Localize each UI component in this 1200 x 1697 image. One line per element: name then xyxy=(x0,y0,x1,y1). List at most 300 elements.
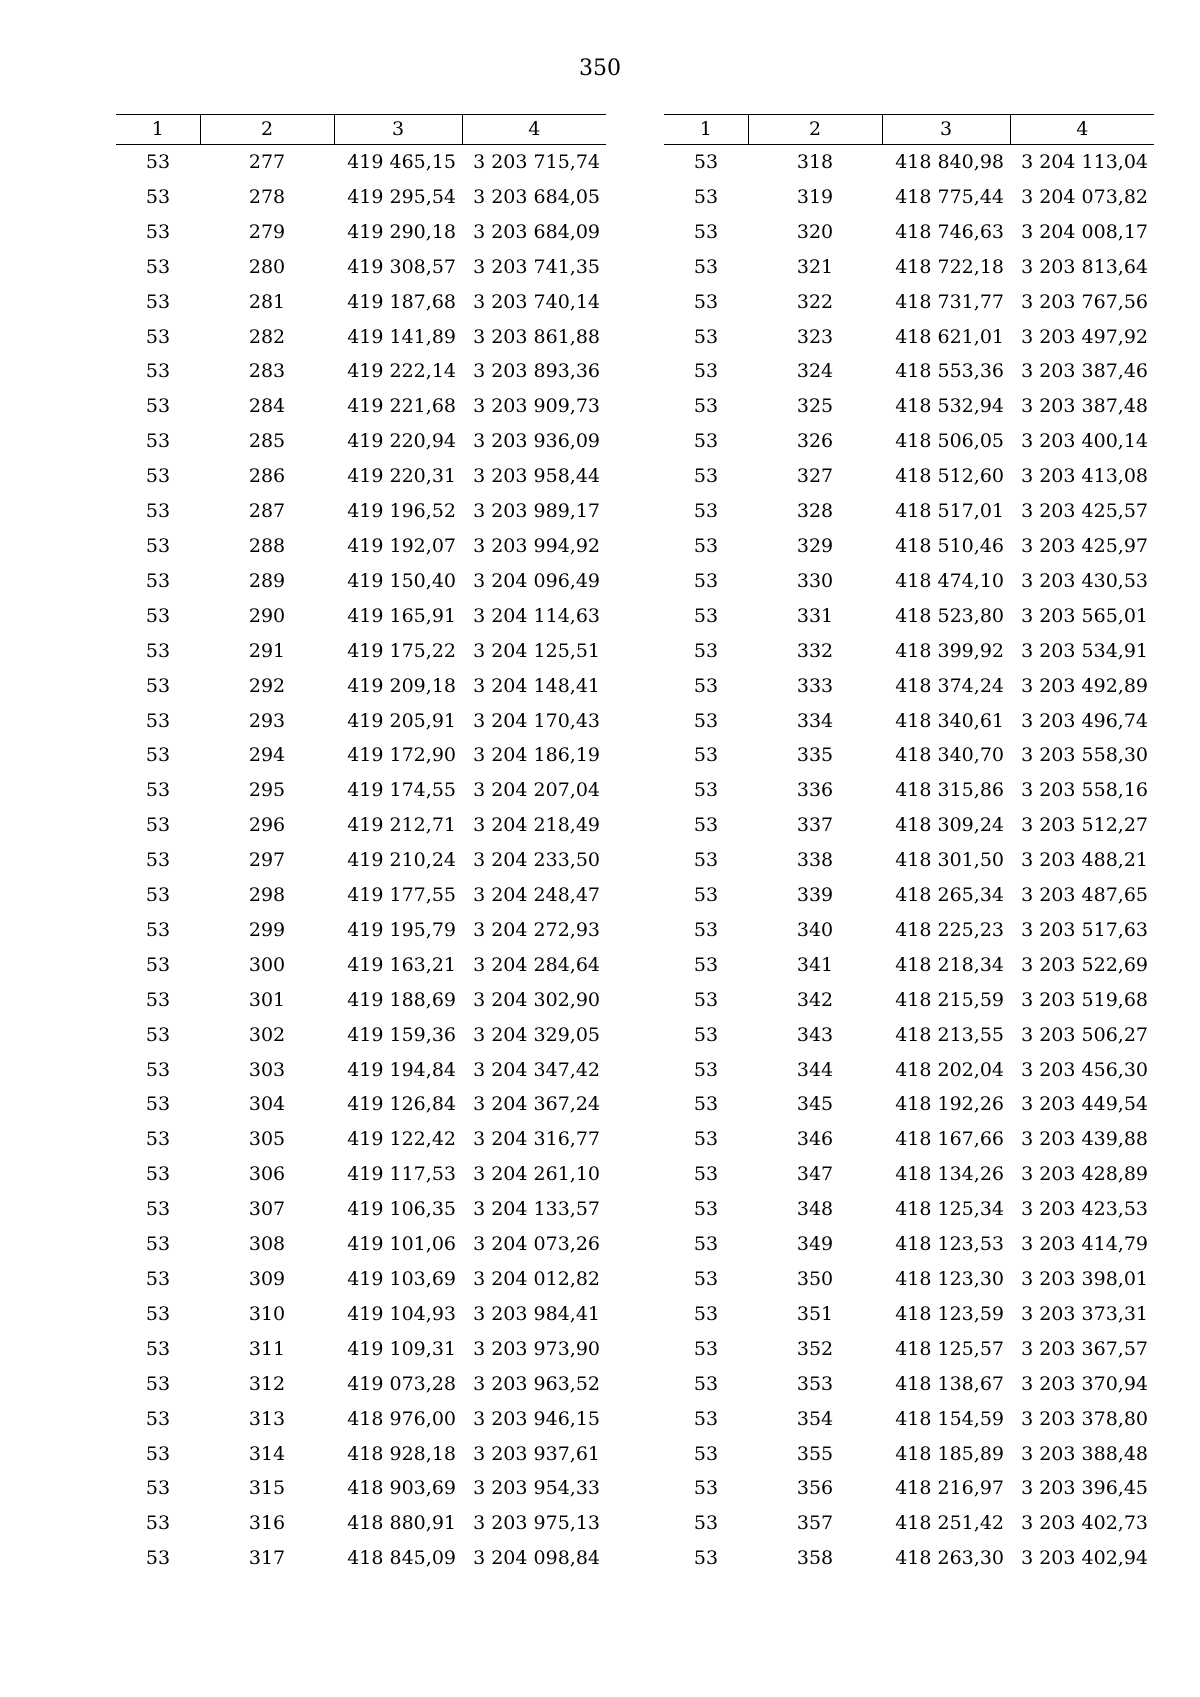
cell-x-coordinate: 418 154,59 xyxy=(895,1407,1004,1430)
cell-group: 53 xyxy=(145,255,171,278)
cell-x-coordinate: 419 150,40 xyxy=(347,569,456,592)
table-row xyxy=(116,1506,606,1541)
table-row xyxy=(664,599,1154,634)
cell-group: 53 xyxy=(145,1302,171,1325)
cell-x-coordinate: 418 621,01 xyxy=(895,325,1004,348)
cell-x-coordinate: 418 309,24 xyxy=(895,814,1004,837)
cell-group: 53 xyxy=(693,1093,719,1116)
cell-x-coordinate: 418 123,53 xyxy=(895,1233,1004,1256)
table-row xyxy=(116,948,606,983)
table-row xyxy=(664,773,1154,808)
table-row xyxy=(116,983,606,1018)
table-row xyxy=(664,320,1154,355)
cell-x-coordinate: 418 134,26 xyxy=(895,1163,1004,1186)
cell-y-coordinate: 3 204 186,19 xyxy=(473,744,600,767)
cell-y-coordinate: 3 203 684,09 xyxy=(473,220,600,243)
cell-point-number: 286 xyxy=(248,465,286,488)
cell-y-coordinate: 3 203 558,16 xyxy=(1021,779,1148,802)
cell-y-coordinate: 3 204 367,24 xyxy=(473,1093,600,1116)
cell-y-coordinate: 3 203 456,30 xyxy=(1021,1058,1148,1081)
cell-point-number: 303 xyxy=(248,1058,286,1081)
cell-x-coordinate: 418 374,24 xyxy=(895,674,1004,697)
cell-point-number: 304 xyxy=(248,1093,286,1116)
cell-x-coordinate: 419 192,07 xyxy=(347,534,456,557)
cell-y-coordinate: 3 203 400,14 xyxy=(1021,430,1148,453)
cell-group: 53 xyxy=(693,1128,719,1151)
cell-group: 53 xyxy=(693,395,719,418)
cell-y-coordinate: 3 204 114,63 xyxy=(473,604,600,627)
cell-point-number: 352 xyxy=(796,1337,834,1360)
cell-point-number: 280 xyxy=(248,255,286,278)
cell-group: 53 xyxy=(145,290,171,313)
cell-point-number: 279 xyxy=(248,220,286,243)
cell-x-coordinate: 418 517,01 xyxy=(895,500,1004,523)
cell-x-coordinate: 418 123,30 xyxy=(895,1268,1004,1290)
table-body-left xyxy=(116,145,606,1577)
table-row xyxy=(116,389,606,424)
cell-point-number: 293 xyxy=(248,709,286,732)
table-row xyxy=(664,1402,1154,1437)
table-row xyxy=(664,1332,1154,1367)
cell-x-coordinate: 419 106,35 xyxy=(347,1198,456,1221)
cell-y-coordinate: 3 203 975,13 xyxy=(473,1512,600,1535)
cell-point-number: 338 xyxy=(796,849,834,872)
cell-x-coordinate: 418 532,94 xyxy=(895,395,1004,418)
cell-point-number: 351 xyxy=(796,1302,834,1325)
cell-group: 53 xyxy=(145,918,171,941)
cell-y-coordinate: 3 203 398,01 xyxy=(1021,1268,1148,1290)
cell-x-coordinate: 419 209,18 xyxy=(347,674,456,697)
cell-group: 53 xyxy=(145,1337,171,1360)
cell-y-coordinate: 3 203 425,57 xyxy=(1021,500,1148,523)
table-row xyxy=(664,1122,1154,1157)
cell-y-coordinate: 3 203 740,14 xyxy=(473,290,600,313)
cell-x-coordinate: 418 512,60 xyxy=(895,465,1004,488)
cell-point-number: 330 xyxy=(796,569,834,592)
cell-group: 53 xyxy=(145,151,171,173)
table-row xyxy=(116,738,606,773)
column-header-4: 4 xyxy=(1010,115,1154,145)
cell-point-number: 294 xyxy=(248,744,286,767)
table-row xyxy=(116,1122,606,1157)
cell-group: 53 xyxy=(145,604,171,627)
table-row xyxy=(116,1367,606,1402)
cell-y-coordinate: 3 203 994,92 xyxy=(473,534,600,557)
cell-point-number: 358 xyxy=(796,1547,834,1570)
table-row xyxy=(664,424,1154,459)
cell-y-coordinate: 3 203 430,53 xyxy=(1021,569,1148,592)
cell-y-coordinate: 3 204 272,93 xyxy=(473,918,600,941)
table-row xyxy=(116,1402,606,1437)
cell-y-coordinate: 3 204 133,57 xyxy=(473,1198,600,1221)
cell-y-coordinate: 3 203 425,97 xyxy=(1021,534,1148,557)
cell-x-coordinate: 418 185,89 xyxy=(895,1442,1004,1465)
cell-x-coordinate: 419 126,84 xyxy=(347,1093,456,1116)
table-row xyxy=(116,704,606,739)
cell-point-number: 315 xyxy=(248,1477,286,1500)
table-row xyxy=(664,878,1154,913)
cell-group: 53 xyxy=(145,500,171,523)
column-header-3: 3 xyxy=(334,115,462,145)
cell-group: 53 xyxy=(145,953,171,976)
cell-point-number: 297 xyxy=(248,849,286,872)
cell-point-number: 310 xyxy=(248,1302,286,1325)
cell-y-coordinate: 3 204 302,90 xyxy=(473,988,600,1011)
cell-group: 53 xyxy=(693,185,719,208)
cell-point-number: 353 xyxy=(796,1372,834,1395)
table-row xyxy=(664,913,1154,948)
table-row xyxy=(116,843,606,878)
cell-point-number: 282 xyxy=(248,325,286,348)
cell-group: 53 xyxy=(693,814,719,837)
table-row xyxy=(116,1437,606,1472)
cell-y-coordinate: 3 204 329,05 xyxy=(473,1023,600,1046)
cell-group: 53 xyxy=(145,1128,171,1151)
cell-y-coordinate: 3 204 170,43 xyxy=(473,709,600,732)
table-body-right xyxy=(664,145,1154,1577)
cell-point-number: 332 xyxy=(796,639,834,662)
cell-x-coordinate: 418 251,42 xyxy=(895,1512,1004,1535)
cell-point-number: 301 xyxy=(248,988,286,1011)
cell-x-coordinate: 419 187,68 xyxy=(347,290,456,313)
cell-point-number: 354 xyxy=(796,1407,834,1430)
cell-x-coordinate: 418 301,50 xyxy=(895,849,1004,872)
cell-group: 53 xyxy=(693,639,719,662)
cell-point-number: 345 xyxy=(796,1093,834,1116)
cell-y-coordinate: 3 203 387,46 xyxy=(1021,360,1148,383)
table-row xyxy=(664,1157,1154,1192)
cell-point-number: 350 xyxy=(796,1268,834,1290)
cell-x-coordinate: 419 290,18 xyxy=(347,220,456,243)
cell-group: 53 xyxy=(693,465,719,488)
cell-y-coordinate: 3 203 492,89 xyxy=(1021,674,1148,697)
cell-y-coordinate: 3 204 218,49 xyxy=(473,814,600,837)
cell-y-coordinate: 3 203 512,27 xyxy=(1021,814,1148,837)
table-row xyxy=(664,1053,1154,1088)
cell-y-coordinate: 3 203 963,52 xyxy=(473,1372,600,1395)
cell-group: 53 xyxy=(145,814,171,837)
cell-y-coordinate: 3 203 984,41 xyxy=(473,1302,600,1325)
cell-y-coordinate: 3 203 378,80 xyxy=(1021,1407,1148,1430)
table-row xyxy=(116,1262,606,1297)
cell-group: 53 xyxy=(145,639,171,662)
cell-x-coordinate: 419 210,24 xyxy=(347,849,456,872)
table-row xyxy=(664,808,1154,843)
cell-y-coordinate: 3 203 488,21 xyxy=(1021,849,1148,872)
cell-group: 53 xyxy=(693,534,719,557)
table-row xyxy=(116,1018,606,1053)
cell-group: 53 xyxy=(693,1547,719,1570)
cell-x-coordinate: 419 174,55 xyxy=(347,779,456,802)
cell-group: 53 xyxy=(145,1407,171,1430)
cell-group: 53 xyxy=(693,1058,719,1081)
table-row xyxy=(116,250,606,285)
cell-point-number: 313 xyxy=(248,1407,286,1430)
cell-point-number: 319 xyxy=(796,185,834,208)
cell-y-coordinate: 3 204 098,84 xyxy=(473,1547,600,1570)
cell-group: 53 xyxy=(145,1163,171,1186)
cell-point-number: 292 xyxy=(248,674,286,697)
coordinates-table-right xyxy=(664,114,1154,1576)
cell-x-coordinate: 418 125,57 xyxy=(895,1337,1004,1360)
table-row xyxy=(664,669,1154,704)
coordinates-table-left xyxy=(116,114,606,1576)
cell-point-number: 341 xyxy=(796,953,834,976)
cell-group: 53 xyxy=(693,709,719,732)
cell-group: 53 xyxy=(145,1198,171,1221)
cell-point-number: 343 xyxy=(796,1023,834,1046)
cell-y-coordinate: 3 203 396,45 xyxy=(1021,1477,1148,1500)
cell-point-number: 329 xyxy=(796,534,834,557)
cell-y-coordinate: 3 203 946,15 xyxy=(473,1407,600,1430)
table-row xyxy=(664,459,1154,494)
cell-group: 53 xyxy=(145,884,171,907)
cell-group: 53 xyxy=(145,1268,171,1290)
cell-x-coordinate: 419 188,69 xyxy=(347,988,456,1011)
cell-y-coordinate: 3 203 414,79 xyxy=(1021,1233,1148,1256)
cell-group: 53 xyxy=(693,1023,719,1046)
cell-group: 53 xyxy=(693,1442,719,1465)
table-row xyxy=(664,564,1154,599)
cell-point-number: 299 xyxy=(248,918,286,941)
cell-x-coordinate: 418 202,04 xyxy=(895,1058,1004,1081)
table-row xyxy=(116,1541,606,1576)
cell-group: 53 xyxy=(693,988,719,1011)
cell-point-number: 290 xyxy=(248,604,286,627)
cell-group: 53 xyxy=(693,953,719,976)
cell-point-number: 347 xyxy=(796,1163,834,1186)
table-row xyxy=(664,180,1154,215)
cell-y-coordinate: 3 203 413,08 xyxy=(1021,465,1148,488)
cell-y-coordinate: 3 203 387,48 xyxy=(1021,395,1148,418)
cell-x-coordinate: 419 221,68 xyxy=(347,395,456,418)
cell-group: 53 xyxy=(145,1477,171,1500)
cell-y-coordinate: 3 203 388,48 xyxy=(1021,1442,1148,1465)
cell-point-number: 296 xyxy=(248,814,286,837)
table-row xyxy=(116,1471,606,1506)
cell-group: 53 xyxy=(693,1512,719,1535)
cell-y-coordinate: 3 204 261,10 xyxy=(473,1163,600,1186)
cell-group: 53 xyxy=(693,849,719,872)
cell-y-coordinate: 3 204 248,47 xyxy=(473,884,600,907)
cell-y-coordinate: 3 203 937,61 xyxy=(473,1442,600,1465)
cell-y-coordinate: 3 203 558,30 xyxy=(1021,744,1148,767)
cell-group: 53 xyxy=(145,220,171,243)
table-row xyxy=(664,215,1154,250)
cell-x-coordinate: 418 510,46 xyxy=(895,534,1004,557)
cell-y-coordinate: 3 203 909,73 xyxy=(473,395,600,418)
cell-x-coordinate: 419 073,28 xyxy=(347,1372,456,1395)
cell-y-coordinate: 3 203 423,53 xyxy=(1021,1198,1148,1221)
cell-point-number: 335 xyxy=(796,744,834,767)
cell-y-coordinate: 3 203 506,27 xyxy=(1021,1023,1148,1046)
table-row xyxy=(664,634,1154,669)
cell-y-coordinate: 3 203 813,64 xyxy=(1021,255,1148,278)
cell-y-coordinate: 3 204 096,49 xyxy=(473,569,600,592)
cell-point-number: 339 xyxy=(796,884,834,907)
cell-point-number: 317 xyxy=(248,1547,286,1570)
table-row xyxy=(664,1506,1154,1541)
cell-x-coordinate: 419 172,90 xyxy=(347,744,456,767)
cell-group: 53 xyxy=(145,360,171,383)
cell-x-coordinate: 418 215,59 xyxy=(895,988,1004,1011)
table-row xyxy=(116,424,606,459)
cell-point-number: 281 xyxy=(248,290,286,313)
cell-group: 53 xyxy=(145,1547,171,1570)
cell-y-coordinate: 3 203 767,56 xyxy=(1021,290,1148,313)
cell-x-coordinate: 419 165,91 xyxy=(347,604,456,627)
table-row xyxy=(116,669,606,704)
cell-x-coordinate: 418 225,23 xyxy=(895,918,1004,941)
cell-group: 53 xyxy=(145,1093,171,1116)
table-row xyxy=(116,145,606,180)
cell-y-coordinate: 3 203 487,65 xyxy=(1021,884,1148,907)
cell-x-coordinate: 418 216,97 xyxy=(895,1477,1004,1500)
cell-x-coordinate: 418 192,26 xyxy=(895,1093,1004,1116)
cell-group: 53 xyxy=(693,884,719,907)
cell-y-coordinate: 3 203 958,44 xyxy=(473,465,600,488)
cell-y-coordinate: 3 203 534,91 xyxy=(1021,639,1148,662)
cell-y-coordinate: 3 204 347,42 xyxy=(473,1058,600,1081)
cell-y-coordinate: 3 203 715,74 xyxy=(473,151,600,173)
table-row xyxy=(664,983,1154,1018)
table-row xyxy=(664,1018,1154,1053)
table-row xyxy=(116,1157,606,1192)
cell-x-coordinate: 418 167,66 xyxy=(895,1128,1004,1151)
cell-point-number: 325 xyxy=(796,395,834,418)
cell-x-coordinate: 419 220,94 xyxy=(347,430,456,453)
cell-x-coordinate: 419 163,21 xyxy=(347,953,456,976)
cell-group: 53 xyxy=(145,849,171,872)
cell-x-coordinate: 418 845,09 xyxy=(347,1547,456,1570)
table-row xyxy=(664,529,1154,564)
cell-point-number: 336 xyxy=(796,779,834,802)
table-row xyxy=(664,1541,1154,1576)
cell-x-coordinate: 419 103,69 xyxy=(347,1268,456,1290)
cell-y-coordinate: 3 203 517,63 xyxy=(1021,918,1148,941)
cell-point-number: 326 xyxy=(796,430,834,453)
cell-y-coordinate: 3 203 367,57 xyxy=(1021,1337,1148,1360)
cell-point-number: 278 xyxy=(248,185,286,208)
cell-y-coordinate: 3 203 519,68 xyxy=(1021,988,1148,1011)
cell-y-coordinate: 3 203 861,88 xyxy=(473,325,600,348)
table-row xyxy=(116,1192,606,1227)
table-row xyxy=(116,180,606,215)
cell-point-number: 356 xyxy=(796,1477,834,1500)
cell-point-number: 355 xyxy=(796,1442,834,1465)
cell-point-number: 289 xyxy=(248,569,286,592)
table-row xyxy=(116,529,606,564)
cell-group: 53 xyxy=(693,1337,719,1360)
cell-y-coordinate: 3 204 125,51 xyxy=(473,639,600,662)
cell-group: 53 xyxy=(693,151,719,173)
cell-x-coordinate: 419 175,22 xyxy=(347,639,456,662)
cell-x-coordinate: 419 308,57 xyxy=(347,255,456,278)
cell-group: 53 xyxy=(145,430,171,453)
cell-group: 53 xyxy=(693,430,719,453)
cell-point-number: 283 xyxy=(248,360,286,383)
cell-y-coordinate: 3 203 428,89 xyxy=(1021,1163,1148,1186)
cell-point-number: 285 xyxy=(248,430,286,453)
cell-point-number: 337 xyxy=(796,814,834,837)
cell-point-number: 322 xyxy=(796,290,834,313)
cell-point-number: 309 xyxy=(248,1268,286,1290)
table-row xyxy=(664,285,1154,320)
cell-y-coordinate: 3 203 565,01 xyxy=(1021,604,1148,627)
cell-point-number: 342 xyxy=(796,988,834,1011)
table-row xyxy=(664,145,1154,180)
cell-y-coordinate: 3 204 113,04 xyxy=(1021,151,1148,173)
cell-group: 53 xyxy=(145,395,171,418)
cell-x-coordinate: 418 722,18 xyxy=(895,255,1004,278)
cell-y-coordinate: 3 203 936,09 xyxy=(473,430,600,453)
cell-y-coordinate: 3 204 012,82 xyxy=(473,1268,600,1290)
cell-x-coordinate: 419 196,52 xyxy=(347,500,456,523)
cell-point-number: 318 xyxy=(796,151,834,173)
cell-point-number: 288 xyxy=(248,534,286,557)
table-row xyxy=(116,215,606,250)
cell-group: 53 xyxy=(145,185,171,208)
cell-x-coordinate: 418 138,67 xyxy=(895,1372,1004,1395)
cell-group: 53 xyxy=(145,744,171,767)
cell-group: 53 xyxy=(145,465,171,488)
cell-point-number: 295 xyxy=(248,779,286,802)
cell-point-number: 346 xyxy=(796,1128,834,1151)
column-header-1: 1 xyxy=(116,115,200,145)
cell-x-coordinate: 419 177,55 xyxy=(347,884,456,907)
cell-x-coordinate: 418 315,86 xyxy=(895,779,1004,802)
column-header-1: 1 xyxy=(664,115,748,145)
table-row xyxy=(116,1332,606,1367)
cell-y-coordinate: 3 203 402,94 xyxy=(1021,1547,1148,1570)
cell-group: 53 xyxy=(145,674,171,697)
table-row xyxy=(116,354,606,389)
cell-x-coordinate: 419 220,31 xyxy=(347,465,456,488)
cell-y-coordinate: 3 203 496,74 xyxy=(1021,709,1148,732)
cell-x-coordinate: 419 194,84 xyxy=(347,1058,456,1081)
cell-group: 53 xyxy=(145,569,171,592)
table-row xyxy=(664,948,1154,983)
table-row xyxy=(664,1262,1154,1297)
table-row xyxy=(116,808,606,843)
cell-y-coordinate: 3 203 497,92 xyxy=(1021,325,1148,348)
cell-group: 53 xyxy=(693,220,719,243)
cell-point-number: 306 xyxy=(248,1163,286,1186)
cell-x-coordinate: 419 141,89 xyxy=(347,325,456,348)
cell-y-coordinate: 3 203 449,54 xyxy=(1021,1093,1148,1116)
cell-point-number: 314 xyxy=(248,1442,286,1465)
cell-y-coordinate: 3 203 522,69 xyxy=(1021,953,1148,976)
cell-x-coordinate: 418 399,92 xyxy=(895,639,1004,662)
cell-x-coordinate: 418 123,59 xyxy=(895,1302,1004,1325)
cell-group: 53 xyxy=(693,1198,719,1221)
cell-y-coordinate: 3 203 684,05 xyxy=(473,185,600,208)
cell-group: 53 xyxy=(693,1163,719,1186)
cell-y-coordinate: 3 203 373,31 xyxy=(1021,1302,1148,1325)
cell-group: 53 xyxy=(693,744,719,767)
cell-x-coordinate: 418 903,69 xyxy=(347,1477,456,1500)
cell-x-coordinate: 418 213,55 xyxy=(895,1023,1004,1046)
table-row xyxy=(116,1087,606,1122)
cell-x-coordinate: 418 340,70 xyxy=(895,744,1004,767)
cell-group: 53 xyxy=(693,1302,719,1325)
table-row xyxy=(116,1297,606,1332)
cell-x-coordinate: 418 523,80 xyxy=(895,604,1004,627)
cell-point-number: 321 xyxy=(796,255,834,278)
cell-point-number: 316 xyxy=(248,1512,286,1535)
cell-x-coordinate: 419 222,14 xyxy=(347,360,456,383)
table-row xyxy=(664,1192,1154,1227)
